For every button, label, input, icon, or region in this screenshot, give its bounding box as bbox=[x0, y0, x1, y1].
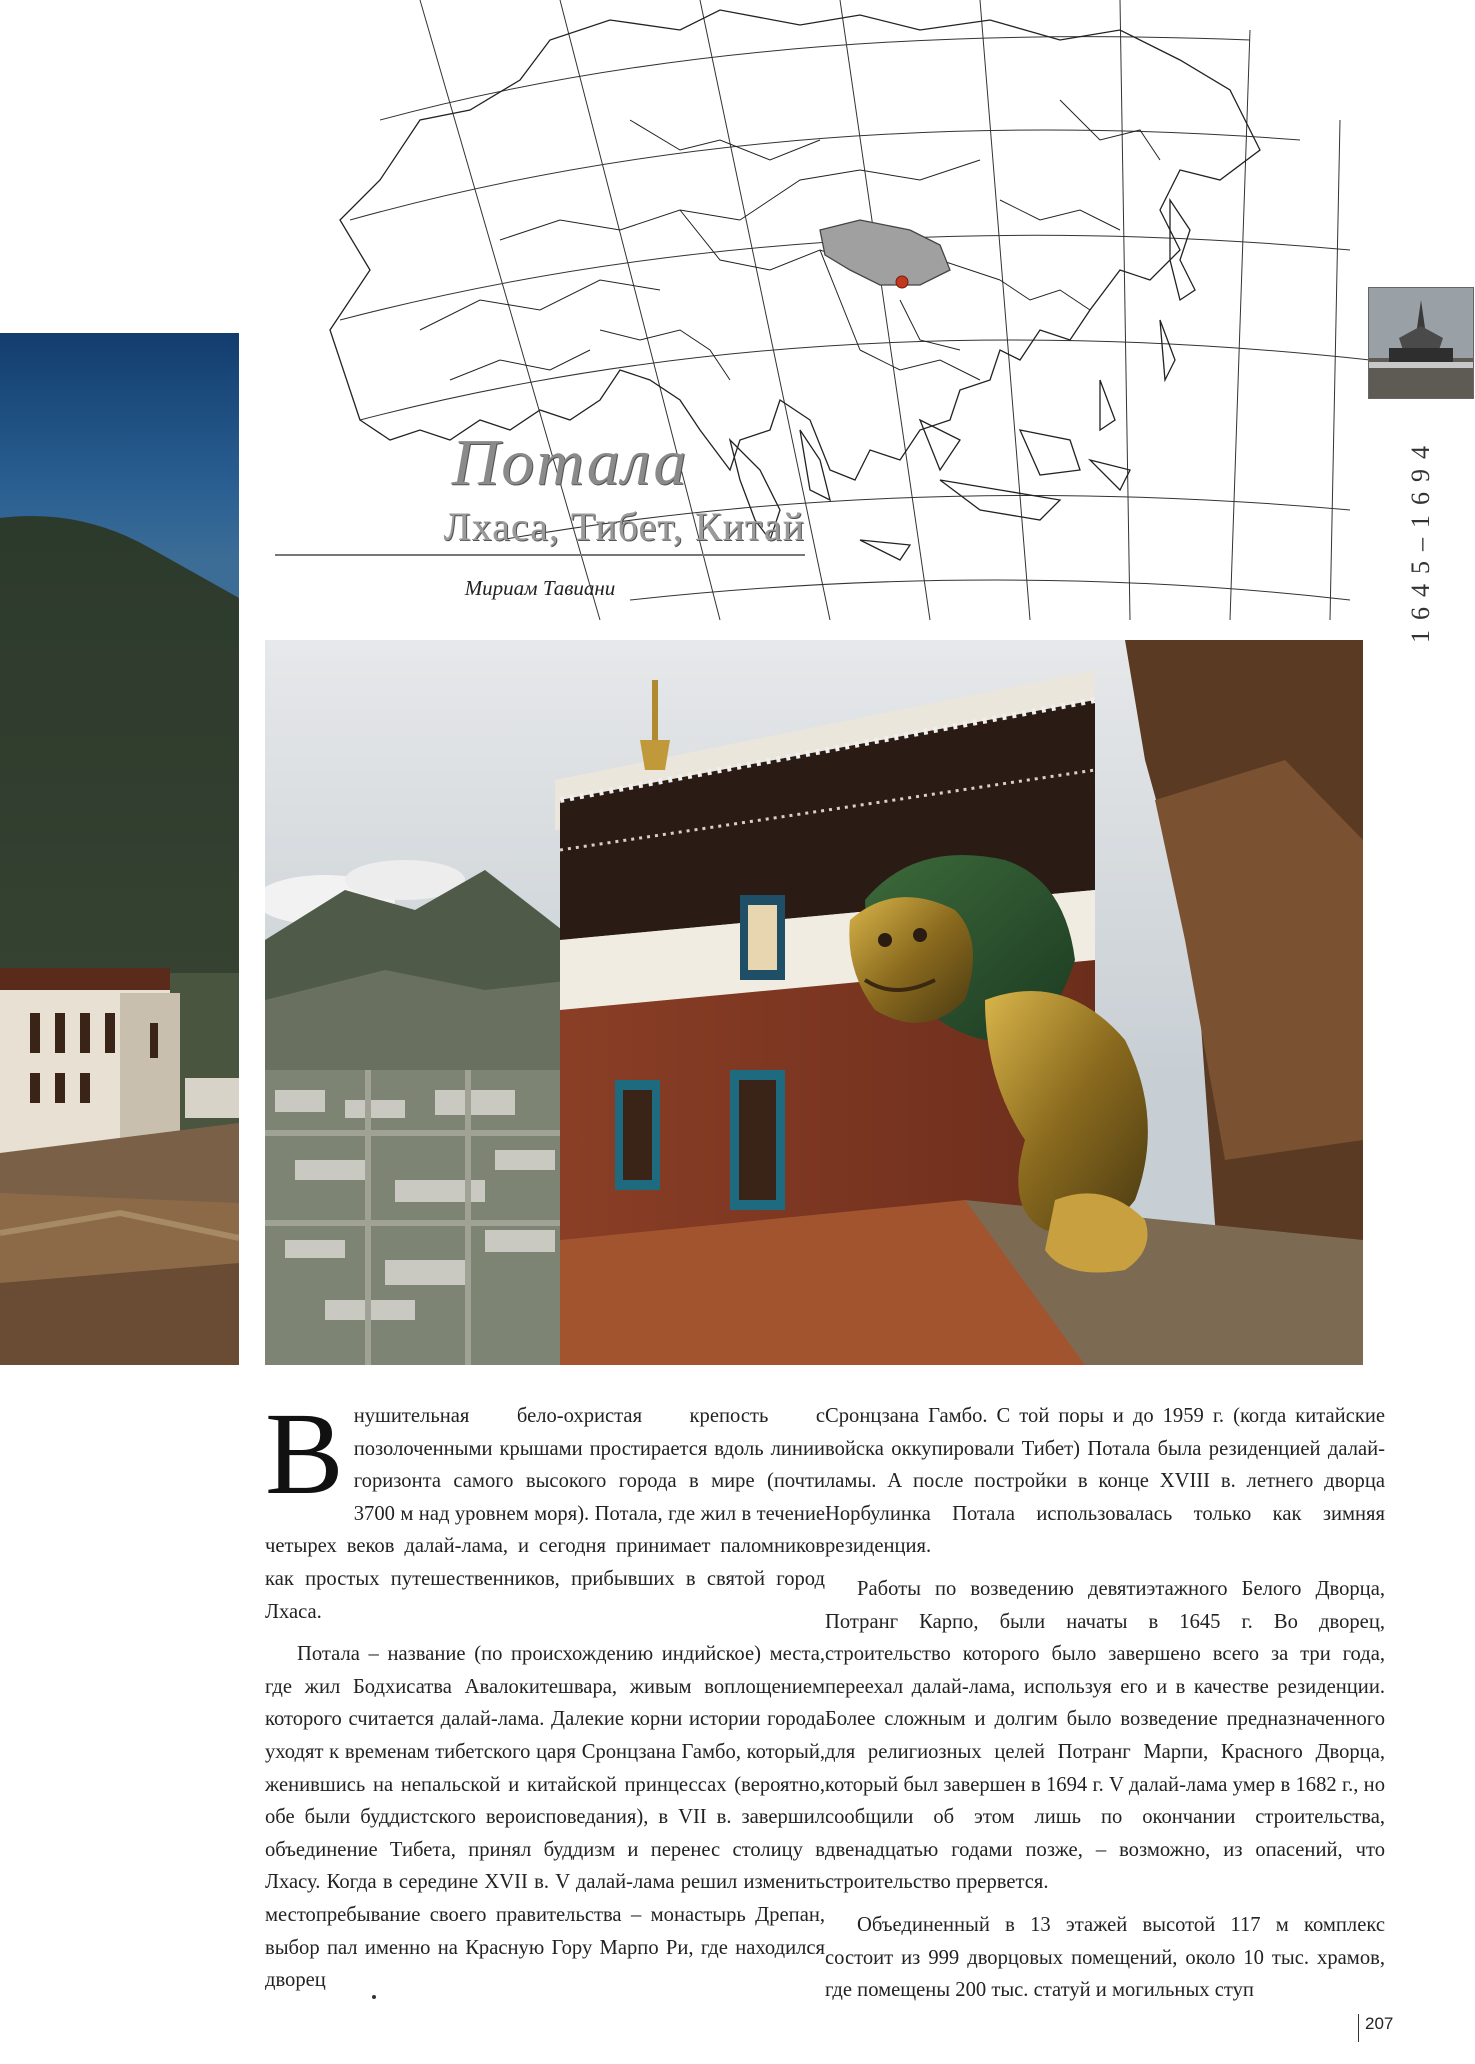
paragraph-history: Потала – название (по происхождению индийское) места, где жил Бодхисатва Авалокитешвара, живым воплощением которого считается далай-лама. Далекие корни истории города уходят к временам тибетского царя Сронцзана Гамбо, который, женившись на непальской и китайской принцессах (вероятно, обе были буддистского вероисповедания), в VII в. завершил объединение Тибета, принял буддизм и перенес столицу в Лхасу. Когда в середине XVII в. V далай-лама решил изменить местопребывание своего правительства – монастырь Дрепан, выбор пал именно на Красную Гору Марпо Ри, где находился дворец bbox=[265, 1643, 825, 1992]
article-subtitle: Лхаса, Тибет, Китай bbox=[275, 503, 805, 556]
paragraph-intro: нушительная бело-охристая крепость с позолоченными крышами простирается вдоль линии горизонта самого высокого города в мире (почти 3700 м над уровнем моря). Потала, где жил в течение четырех веков далай-лама, и сегодня принимает паломников как простых путешественников, прибывших в святой город Лхаса. bbox=[265, 1405, 825, 1623]
article-title: Потала bbox=[451, 426, 689, 499]
paragraph-complex: Объединенный в 13 этажей высотой 117 м комплекс состоит из 999 дворцовых помещений, около 10 тыс. храмов, где помещены 200 тыс. статуй и могильных ступ bbox=[825, 1913, 1385, 2002]
side-thumbnail-photo bbox=[1368, 287, 1474, 399]
main-photo-potala-roof bbox=[265, 640, 1363, 1365]
text-column-right bbox=[825, 1400, 1385, 2017]
author-name: Мириам Тавиани bbox=[464, 576, 616, 600]
page-number: 207 bbox=[1358, 2014, 1393, 2042]
side-date-range: 1645–1694 bbox=[1406, 436, 1435, 644]
page-mark-dot bbox=[372, 1995, 376, 1999]
text-column-left bbox=[265, 1388, 825, 2007]
paragraph-construction: Работы по возведению девятиэтажного Белого Дворца, Потранг Карпо, были начаты в 1645 г. Во дворец, строительство которого было завершено всего за три года, переехал далай-лама, используя его и в качестве резиденции. Более сложным и долгим было возведение предназначенного для религиозных целей Потранг Марпи, Красного Дворца, который был завершен в 1694 г. V далай-лама умер в 1682 г., но сообщили об этом лишь по окончании строительства, двенадцатью годами позже, – возможно, из опасений, что строительство прервется. bbox=[825, 1577, 1385, 1894]
left-photo-strip bbox=[0, 333, 239, 1365]
paragraph-residence: Сронцзана Гамбо. С той поры и до 1959 г. (когда китайские войска оккупировали Тибет) Потала была резиденцией далай-ламы. А после постройки в конце XVIII в. летнего дворца Норбулинка Потала использовалась только как зимняя резиденция. bbox=[825, 1405, 1385, 1558]
drop-cap: В bbox=[265, 1388, 344, 1519]
